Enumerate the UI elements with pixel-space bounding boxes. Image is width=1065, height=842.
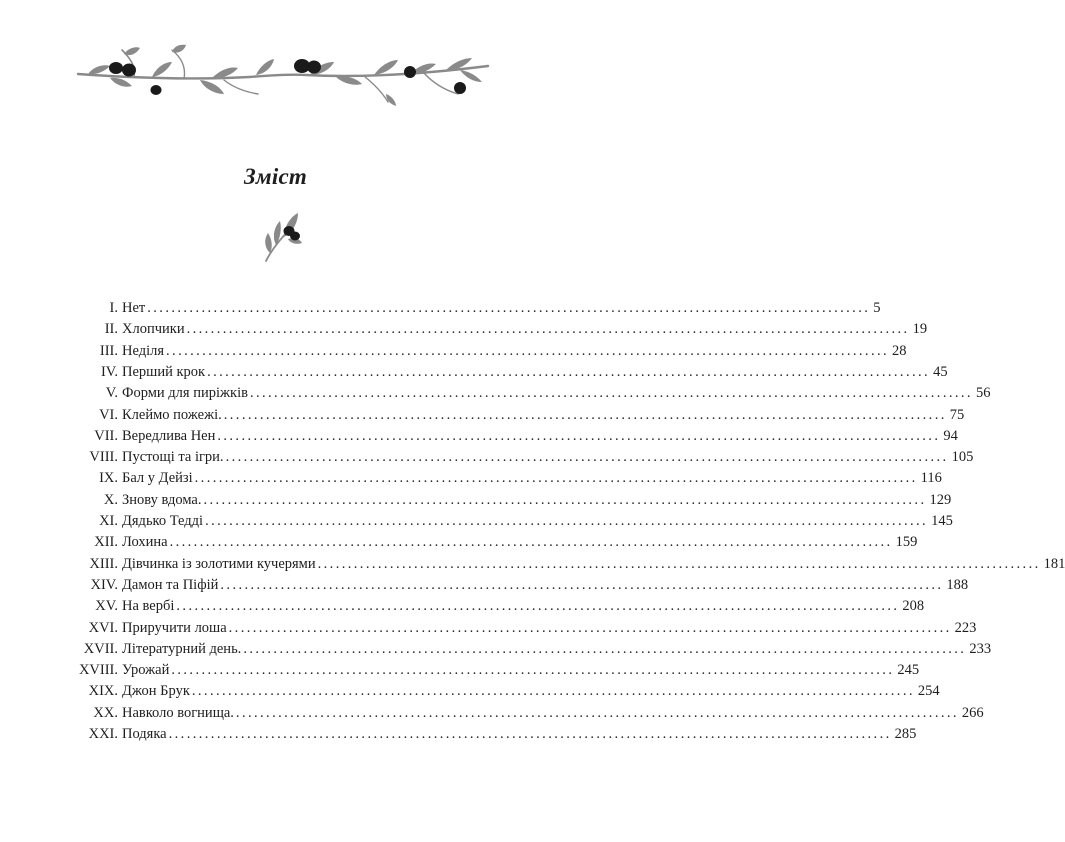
chapter-title: Хлопчики <box>122 321 185 338</box>
chapter-entry <box>122 660 920 681</box>
vine-ornament-icon <box>74 44 492 106</box>
toc-entry[interactable] <box>0 618 977 639</box>
chapter-number: XXI. <box>88 726 118 742</box>
dot-leader: ........................................................................................................................ <box>223 406 947 423</box>
chapter-title: Перший крок <box>122 363 206 380</box>
page-number: 116 <box>920 470 942 487</box>
toc-entry[interactable] <box>0 468 942 489</box>
toc-entry[interactable] <box>0 703 984 724</box>
chapter-number: V. <box>105 385 118 402</box>
page-number: 45 <box>933 363 948 380</box>
page-number: 223 <box>954 619 977 636</box>
page-number: 56 <box>975 385 991 402</box>
chapter-title: Вередлива Нен <box>122 427 216 444</box>
chapter-entry <box>122 681 940 702</box>
dot-leader: ........................................................................................................................ <box>217 427 941 444</box>
dot-leader: ........................................................................................................................ <box>191 683 915 700</box>
chapter-title: Бал у Дейзі <box>122 470 193 487</box>
chapter-number: XI. <box>99 513 118 529</box>
page-number: 145 <box>931 513 953 529</box>
toc-entry[interactable] <box>0 724 917 745</box>
chapter-title: Неділя <box>122 342 165 359</box>
chapter-title: Пустощі та ігри. <box>122 449 224 466</box>
dot-leader: ........................................................................................................................ <box>166 342 890 359</box>
page-number: 75 <box>949 406 965 423</box>
olive-sprig-icon <box>262 205 304 263</box>
dot-leader: ........................................................................................................................ <box>194 470 918 487</box>
toc-entry[interactable] <box>0 426 958 447</box>
chapter-title: Приручити лоша <box>122 619 227 636</box>
chapter-entry <box>122 511 953 532</box>
dot-leader: ........................................................................................................................ <box>220 576 944 593</box>
dot-leader: ........................................................................................................................ <box>207 363 931 380</box>
dot-leader: ........................................................................................................................ <box>171 662 895 679</box>
chapter-entry <box>122 447 974 468</box>
chapter-number: XIX. <box>88 683 118 700</box>
chapter-title: На вербі <box>122 598 175 615</box>
chapter-entry <box>122 532 918 553</box>
chapter-entry <box>122 703 984 724</box>
page-number: 5 <box>873 300 881 316</box>
toc-entry[interactable] <box>0 532 918 553</box>
chapter-entry <box>122 405 965 426</box>
page-number: 285 <box>894 726 917 742</box>
toc-entry[interactable] <box>0 596 925 617</box>
dot-leader: ........................................................................................................................ <box>228 619 952 636</box>
page-number: 245 <box>897 662 920 679</box>
chapter-title: Лохина <box>122 534 168 551</box>
chapter-title: Дамон та Піфій <box>122 576 219 593</box>
dot-leader: ........................................................................................................................ <box>168 726 892 742</box>
chapter-entry <box>122 426 958 447</box>
chapter-entry <box>122 724 917 745</box>
chapter-number: XVIII. <box>78 662 118 679</box>
chapter-number: XIII. <box>89 555 118 572</box>
chapter-number: IV. <box>100 363 118 380</box>
dot-leader: ........................................................................................................................ <box>225 449 949 466</box>
chapter-title: Навколо вогнища. <box>122 704 234 721</box>
page-number: 254 <box>917 683 940 700</box>
toc-entry[interactable] <box>0 490 952 511</box>
page-number: 28 <box>892 342 907 359</box>
chapter-entry <box>122 618 977 639</box>
chapter-number: XVI. <box>88 619 118 636</box>
dot-leader: ........................................................................................................................ <box>203 491 927 508</box>
chapter-entry <box>122 575 969 596</box>
dot-leader: ........................................................................................................................ <box>317 555 1041 572</box>
dot-leader: ........................................................................................................................ <box>243 640 967 657</box>
dot-leader: ........................................................................................................................ <box>205 513 929 529</box>
chapter-entry <box>122 362 948 383</box>
page-title: Зміст <box>244 164 307 189</box>
chapter-entry <box>122 468 942 489</box>
page-number: 94 <box>943 427 958 444</box>
dot-leader: ........................................................................................................................ <box>169 534 893 551</box>
chapter-title: Літературний день. <box>122 640 242 657</box>
chapter-number: XX. <box>93 704 118 721</box>
toc-entry[interactable] <box>0 681 940 702</box>
chapter-title: Урожай <box>122 662 170 679</box>
toc-entry[interactable] <box>0 511 953 532</box>
dot-leader: ........................................................................................................................ <box>176 598 900 615</box>
toc-entry[interactable] <box>0 447 974 468</box>
chapter-entry <box>122 554 1065 575</box>
chapter-number: III. <box>99 342 118 359</box>
chapter-title: Подяка <box>122 726 167 742</box>
chapter-entry <box>122 319 928 340</box>
dot-leader: ........................................................................................................................ <box>147 300 871 316</box>
page-number: 266 <box>961 704 984 721</box>
page-number: 129 <box>929 491 952 508</box>
chapter-entry <box>122 596 925 617</box>
chapter-entry <box>122 639 992 660</box>
page-number: 233 <box>969 640 992 657</box>
chapter-entry <box>122 298 881 319</box>
chapter-number: XVII. <box>83 640 118 657</box>
toc-entry[interactable] <box>0 319 928 340</box>
chapter-entry <box>122 383 991 404</box>
chapter-title: Джон Брук <box>122 683 190 700</box>
toc-entry[interactable] <box>0 575 969 596</box>
toc-entry[interactable] <box>0 362 948 383</box>
chapter-number: I. <box>109 300 118 316</box>
chapter-number: XIV. <box>90 576 118 593</box>
chapter-number: XII. <box>94 534 118 551</box>
toc-entry[interactable] <box>0 660 920 681</box>
chapter-number: X. <box>103 491 118 508</box>
chapter-entry <box>122 341 907 362</box>
page-number: 19 <box>912 321 928 338</box>
chapter-title: Дівчинка із золотими кучерями <box>122 555 316 572</box>
chapter-number: VIII. <box>89 449 118 466</box>
page-number: 159 <box>895 534 918 551</box>
toc-entry[interactable] <box>0 341 907 362</box>
dot-leader: ........................................................................................................................ <box>186 321 910 338</box>
chapter-title: Нет <box>122 300 146 316</box>
chapter-number: II. <box>104 321 118 338</box>
page-number: 208 <box>902 598 925 615</box>
toc-entry[interactable] <box>0 383 991 404</box>
page-number: 105 <box>951 449 974 466</box>
chapter-title: Знову вдома. <box>122 491 202 508</box>
chapter-number: XV. <box>95 598 118 615</box>
toc-entry[interactable] <box>0 639 992 660</box>
dot-leader: ........................................................................................................................ <box>249 385 973 402</box>
chapter-title: Клеймо пожежі. <box>122 406 222 423</box>
chapter-title: Дядько Тедді <box>122 513 204 529</box>
chapter-title: Форми для пиріжків <box>122 385 248 402</box>
page-number: 188 <box>946 576 969 593</box>
chapter-number: VII. <box>94 427 118 444</box>
chapter-number: VI. <box>99 406 118 423</box>
chapter-number: IX. <box>99 470 118 487</box>
toc-entry[interactable] <box>0 405 965 426</box>
chapter-entry <box>122 490 952 511</box>
page-number: 181 <box>1043 555 1065 572</box>
toc-entry[interactable] <box>0 298 881 319</box>
toc-entry[interactable] <box>0 554 1065 575</box>
dot-leader: ........................................................................................................................ <box>235 704 959 721</box>
